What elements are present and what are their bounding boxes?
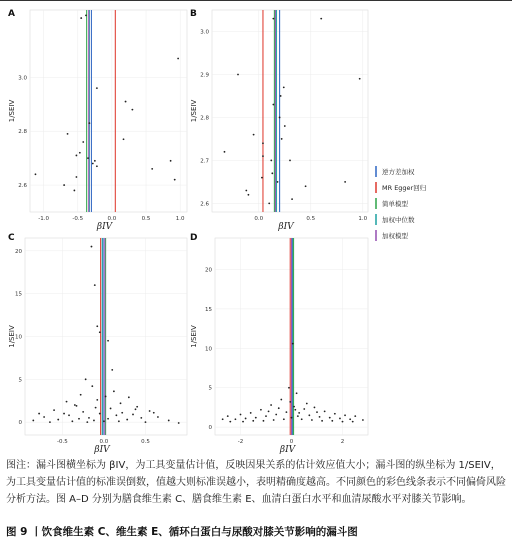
y-tick-label: 15 bbox=[205, 306, 212, 313]
data-point bbox=[308, 414, 310, 416]
data-point bbox=[151, 168, 153, 170]
x-tick-label: 1.0 bbox=[358, 216, 368, 222]
figure-note: 图注：漏斗图横坐标为 βIV，为工具变量估计值，反映因果关系的估计效应值大小；漏斗图的纵坐标为 1/SEIV，为工具变量估计值的标准误倒数，值越大则标准误越小，表明精确度越高。不同颜色的彩色线条表示不同偏倚风险分析方法。图 A–D 分别为膳食维生素 C、膳食维生素 E、血清白蛋白水平和血清尿酸水平对膝关节影响。 bbox=[6, 460, 506, 505]
data-point bbox=[96, 325, 98, 327]
legend-item bbox=[376, 214, 415, 225]
data-point bbox=[67, 133, 69, 135]
y-tick-label: 2.7 bbox=[200, 158, 209, 165]
data-point bbox=[78, 418, 80, 420]
data-point bbox=[86, 421, 88, 423]
data-point bbox=[316, 411, 318, 413]
data-point bbox=[113, 390, 115, 392]
data-point bbox=[286, 411, 288, 413]
x-tick-label: -2 bbox=[237, 439, 244, 445]
data-point bbox=[278, 407, 280, 409]
data-point bbox=[281, 138, 283, 140]
data-point bbox=[342, 421, 344, 423]
data-point bbox=[115, 414, 117, 416]
data-point bbox=[73, 190, 75, 192]
data-point bbox=[153, 412, 155, 414]
y-tick-label: 2.6 bbox=[200, 201, 209, 208]
y-tick-label: 2.9 bbox=[200, 72, 209, 79]
data-point bbox=[35, 173, 37, 175]
y-axis-label: 1/SEIV bbox=[190, 325, 198, 348]
legend-item bbox=[376, 182, 426, 193]
legend-label: 加权中位数 bbox=[382, 216, 415, 224]
data-point bbox=[265, 415, 267, 417]
x-axis-label: βIV bbox=[279, 445, 296, 455]
data-point bbox=[88, 122, 90, 124]
data-point bbox=[344, 181, 346, 183]
legend-item bbox=[376, 166, 415, 177]
data-point bbox=[93, 420, 95, 422]
x-tick-label: 0.5 bbox=[306, 216, 316, 222]
data-point bbox=[237, 74, 239, 76]
y-tick-label: 10 bbox=[205, 346, 212, 353]
data-point bbox=[284, 125, 286, 127]
data-point bbox=[76, 176, 78, 178]
y-tick-label: 2.8 bbox=[200, 115, 209, 122]
data-point bbox=[168, 420, 170, 422]
data-point bbox=[94, 284, 96, 286]
data-point bbox=[79, 152, 81, 154]
data-point bbox=[279, 117, 281, 119]
x-tick-label: -0.5 bbox=[57, 439, 68, 445]
y-tick-label: 2.8 bbox=[18, 129, 27, 136]
y-axis-label: 1/SEIV bbox=[8, 99, 16, 123]
data-point bbox=[314, 407, 316, 409]
data-point bbox=[74, 404, 76, 406]
data-point bbox=[305, 185, 307, 187]
data-point bbox=[291, 198, 293, 200]
data-point bbox=[68, 414, 70, 416]
data-point bbox=[306, 403, 308, 405]
x-tick-label: 2 bbox=[340, 439, 345, 445]
panel-letter: D bbox=[190, 233, 198, 243]
data-point bbox=[32, 420, 34, 422]
data-point bbox=[149, 410, 151, 412]
y-tick-label: 3.0 bbox=[18, 75, 27, 82]
data-point bbox=[280, 399, 282, 401]
data-point bbox=[262, 155, 264, 157]
data-point bbox=[354, 415, 356, 417]
data-point bbox=[125, 101, 127, 103]
data-point bbox=[96, 87, 98, 89]
data-point bbox=[270, 160, 272, 162]
data-point bbox=[105, 396, 107, 398]
figure-caption: 图 9 丨饮食维生素 C、维生素 E、循环白蛋白与尿酸对膝关节影响的漏斗图 bbox=[6, 526, 358, 538]
data-point bbox=[255, 417, 257, 419]
data-point bbox=[268, 410, 270, 412]
y-tick-label: 5 bbox=[18, 377, 22, 384]
x-tick-label: 0.0 bbox=[107, 216, 117, 222]
panel-c bbox=[8, 233, 187, 455]
data-point bbox=[132, 414, 134, 416]
x-tick-label: -1.0 bbox=[38, 216, 50, 222]
y-tick-label: 20 bbox=[15, 248, 22, 255]
legend-item bbox=[376, 198, 409, 209]
data-point bbox=[334, 413, 336, 415]
data-point bbox=[262, 142, 264, 144]
data-point bbox=[280, 95, 282, 97]
data-point bbox=[248, 194, 250, 196]
data-point bbox=[85, 378, 87, 380]
data-point bbox=[235, 418, 237, 420]
data-point bbox=[94, 160, 96, 162]
data-point bbox=[107, 340, 109, 342]
data-point bbox=[289, 160, 291, 162]
data-point bbox=[245, 190, 247, 192]
data-point bbox=[123, 138, 125, 140]
panel-letter: A bbox=[8, 9, 15, 19]
data-point bbox=[339, 418, 341, 420]
data-point bbox=[76, 405, 78, 407]
data-point bbox=[128, 396, 130, 398]
data-point bbox=[253, 134, 255, 136]
data-point bbox=[321, 420, 323, 422]
data-point bbox=[111, 369, 113, 371]
data-point bbox=[240, 414, 242, 416]
data-point bbox=[66, 401, 68, 403]
data-point bbox=[140, 417, 142, 419]
data-point bbox=[292, 343, 294, 345]
data-point bbox=[103, 420, 105, 422]
data-point bbox=[126, 419, 128, 421]
data-point bbox=[288, 387, 290, 389]
data-point bbox=[91, 385, 93, 387]
data-point bbox=[349, 418, 351, 420]
y-tick-label: 20 bbox=[205, 267, 212, 274]
data-point bbox=[289, 401, 291, 403]
data-point bbox=[311, 419, 313, 421]
data-point bbox=[352, 421, 354, 423]
legend-label: 逆方差加权 bbox=[382, 168, 415, 176]
data-point bbox=[136, 406, 138, 408]
data-point bbox=[301, 418, 303, 420]
x-tick-label: 0.5 bbox=[141, 439, 150, 445]
data-point bbox=[87, 157, 89, 159]
data-point bbox=[99, 331, 101, 333]
data-point bbox=[252, 420, 254, 422]
data-point bbox=[273, 419, 275, 421]
data-point bbox=[38, 413, 40, 415]
y-tick-label: 3.0 bbox=[200, 29, 209, 36]
x-tick-label: 0.0 bbox=[254, 216, 264, 222]
data-point bbox=[145, 421, 147, 423]
data-point bbox=[110, 408, 112, 410]
data-point bbox=[121, 412, 123, 414]
data-point bbox=[91, 246, 93, 248]
legend-label: 简单模型 bbox=[382, 200, 408, 208]
legend-item bbox=[376, 230, 409, 241]
data-point bbox=[296, 392, 298, 394]
data-point bbox=[96, 165, 98, 167]
data-point bbox=[99, 413, 101, 415]
data-point bbox=[224, 151, 226, 153]
data-point bbox=[118, 420, 120, 422]
data-point bbox=[261, 177, 263, 179]
data-point bbox=[43, 416, 45, 418]
panel-letter: C bbox=[8, 233, 15, 243]
x-axis-label: βIV bbox=[94, 445, 110, 455]
data-point bbox=[294, 409, 296, 411]
data-point bbox=[82, 141, 84, 143]
data-point bbox=[291, 417, 293, 419]
data-point bbox=[324, 410, 326, 412]
data-point bbox=[298, 412, 300, 414]
data-point bbox=[222, 418, 224, 420]
data-point bbox=[320, 18, 322, 20]
y-axis-label: 1/SEIV bbox=[8, 325, 16, 348]
data-point bbox=[76, 155, 78, 157]
panel-b bbox=[190, 9, 368, 232]
data-point bbox=[250, 412, 252, 414]
data-point bbox=[260, 409, 262, 411]
y-tick-label: 2.6 bbox=[18, 183, 27, 190]
data-point bbox=[242, 421, 244, 423]
data-point bbox=[303, 408, 305, 410]
data-point bbox=[174, 179, 176, 181]
x-tick-label: 0.0 bbox=[99, 439, 109, 445]
y-axis-label: 1/SEIV bbox=[190, 99, 198, 123]
panel-letter: B bbox=[190, 9, 197, 19]
y-tick-label: 0 bbox=[18, 420, 22, 427]
data-point bbox=[283, 86, 285, 88]
data-point bbox=[331, 420, 333, 422]
data-point bbox=[272, 18, 274, 20]
data-point bbox=[319, 416, 321, 418]
data-point bbox=[227, 415, 229, 417]
data-point bbox=[85, 14, 87, 16]
y-tick-label: 5 bbox=[208, 385, 212, 392]
data-point bbox=[283, 418, 285, 420]
data-point bbox=[329, 417, 331, 419]
data-point bbox=[293, 406, 295, 408]
data-point bbox=[71, 420, 73, 422]
x-tick-label: 0 bbox=[289, 439, 294, 445]
data-point bbox=[82, 411, 84, 413]
x-tick-label: 1.0 bbox=[175, 216, 185, 222]
legend bbox=[376, 166, 426, 241]
data-point bbox=[49, 421, 51, 423]
x-tick-label: -0.5 bbox=[72, 216, 84, 222]
data-point bbox=[96, 399, 98, 401]
data-point bbox=[270, 404, 272, 406]
data-point bbox=[245, 418, 247, 420]
data-point bbox=[177, 58, 179, 60]
data-point bbox=[362, 419, 364, 421]
data-point bbox=[263, 420, 265, 422]
data-point bbox=[120, 402, 122, 404]
data-point bbox=[107, 418, 109, 420]
data-point bbox=[92, 163, 94, 165]
panel-a bbox=[8, 9, 187, 232]
data-point bbox=[53, 409, 55, 411]
data-point bbox=[229, 421, 231, 423]
data-point bbox=[271, 172, 273, 174]
x-axis-label: βIV bbox=[278, 222, 294, 232]
x-axis-label: βIV bbox=[96, 222, 113, 232]
data-point bbox=[277, 181, 279, 183]
data-point bbox=[135, 408, 137, 410]
x-tick-label: 0.5 bbox=[141, 216, 151, 222]
y-tick-label: 15 bbox=[15, 291, 22, 298]
data-point bbox=[272, 104, 274, 106]
data-point bbox=[63, 184, 65, 186]
legend-label: 加权模型 bbox=[382, 232, 408, 240]
data-point bbox=[57, 419, 59, 421]
legend-label: MR Egger回归 bbox=[382, 184, 427, 192]
data-point bbox=[275, 414, 277, 416]
data-point bbox=[344, 414, 346, 416]
data-point bbox=[359, 78, 361, 80]
panel-d bbox=[190, 233, 368, 455]
data-point bbox=[268, 203, 270, 205]
data-point bbox=[80, 17, 82, 19]
data-point bbox=[178, 422, 180, 424]
y-tick-label: 0 bbox=[208, 425, 212, 432]
plot-area bbox=[30, 10, 187, 212]
data-point bbox=[88, 417, 90, 419]
y-tick-label: 10 bbox=[15, 334, 22, 341]
data-point bbox=[131, 109, 133, 111]
data-point bbox=[80, 394, 82, 396]
data-point bbox=[157, 416, 159, 418]
data-point bbox=[95, 407, 97, 409]
data-point bbox=[297, 415, 299, 417]
data-point bbox=[63, 413, 65, 415]
data-point bbox=[170, 160, 172, 162]
